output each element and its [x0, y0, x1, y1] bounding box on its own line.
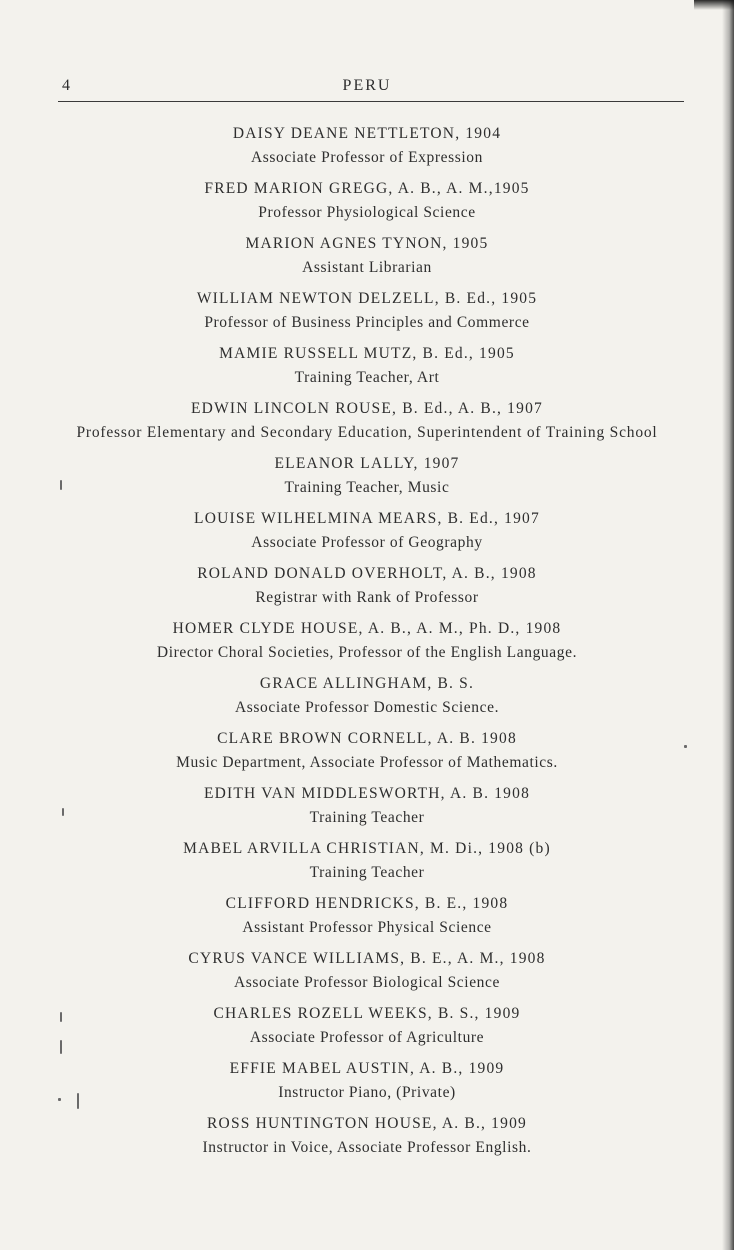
faculty-name: ELEANOR LALLY, 1907	[274, 455, 460, 472]
faculty-name: FRED MARION GREGG, A. B., A. M.,1905	[204, 180, 530, 197]
faculty-name: EFFIE MABEL AUSTIN, A. B., 1909	[229, 1060, 505, 1077]
faculty-entry	[0, 782, 734, 830]
scan-speck	[77, 1093, 79, 1109]
faculty-name: LOUISE WILHELMINA MEARS, B. Ed., 1907	[194, 510, 540, 527]
faculty-title: Registrar with Rank of Professor	[255, 589, 479, 606]
faculty-name: DAISY DEANE NETTLETON, 1904	[232, 125, 502, 142]
faculty-entry	[0, 342, 734, 390]
scan-speck	[58, 1098, 61, 1101]
faculty-entry	[0, 947, 734, 995]
faculty-entry	[0, 562, 734, 610]
faculty-name: WILLIAM NEWTON DELZELL, B. Ed., 1905	[196, 290, 538, 307]
faculty-title: Professor Elementary and Secondary Education, Superintendent of Training School	[76, 424, 658, 441]
faculty-entry	[0, 1112, 734, 1160]
faculty-entry	[0, 1057, 734, 1105]
scan-speck	[60, 1012, 62, 1022]
faculty-title: Instructor in Voice, Associate Professor English.	[202, 1139, 532, 1156]
scan-speck	[60, 480, 62, 490]
faculty-title: Music Department, Associate Professor of Mathematics.	[176, 754, 558, 771]
faculty-title: Training Teacher	[309, 809, 425, 826]
faculty-list	[0, 122, 734, 1167]
faculty-title: Assistant Professor Physical Science	[242, 919, 492, 936]
faculty-title: Director Choral Societies, Professor of the English Language.	[156, 644, 578, 661]
faculty-name: MARION AGNES TYNON, 1905	[245, 235, 489, 252]
faculty-title: Instructor Piano, (Private)	[278, 1084, 456, 1101]
faculty-entry	[0, 837, 734, 885]
faculty-title: Assistant Librarian	[302, 259, 432, 276]
faculty-entry	[0, 672, 734, 720]
faculty-entry	[0, 177, 734, 225]
faculty-name: GRACE ALLINGHAM, B. S.	[259, 675, 475, 692]
faculty-entry	[0, 1002, 734, 1050]
faculty-entry	[0, 892, 734, 940]
faculty-title: Training Teacher	[309, 864, 425, 881]
faculty-title: Associate Professor of Agriculture	[249, 1029, 485, 1046]
faculty-entry	[0, 727, 734, 775]
page-number: 4	[62, 77, 71, 94]
faculty-entry	[0, 122, 734, 170]
faculty-name: EDITH VAN MIDDLESWORTH, A. B. 1908	[203, 785, 531, 802]
faculty-title: Associate Professor of Geography	[251, 534, 483, 551]
scan-speck	[684, 745, 687, 748]
scan-speck	[62, 808, 64, 816]
faculty-entry	[0, 617, 734, 665]
faculty-title: Professor of Business Principles and Commerce	[204, 314, 530, 331]
faculty-name: MAMIE RUSSELL MUTZ, B. Ed., 1905	[219, 345, 515, 362]
faculty-title: Professor Physiological Science	[258, 204, 476, 221]
faculty-entry	[0, 507, 734, 555]
faculty-title: Associate Professor Biological Science	[233, 974, 500, 991]
scan-speck	[60, 1040, 62, 1054]
faculty-title: Training Teacher, Music	[284, 479, 450, 496]
faculty-entry	[0, 397, 734, 445]
faculty-name: MABEL ARVILLA CHRISTIAN, M. Di., 1908 (b)	[183, 840, 551, 857]
faculty-title: Associate Professor Domestic Science.	[234, 699, 500, 716]
faculty-name: CYRUS VANCE WILLIAMS, B. E., A. M., 1908	[188, 950, 546, 967]
faculty-title: Training Teacher, Art	[294, 369, 440, 386]
faculty-name: ROSS HUNTINGTON HOUSE, A. B., 1909	[207, 1115, 527, 1132]
faculty-name: ROLAND DONALD OVERHOLT, A. B., 1908	[197, 565, 537, 582]
faculty-name: HOMER CLYDE HOUSE, A. B., A. M., Ph. D., 1908	[172, 620, 562, 637]
running-title: PERU	[342, 77, 392, 94]
page-corner-shadow	[694, 0, 734, 10]
faculty-entry	[0, 287, 734, 335]
faculty-title: Associate Professor of Expression	[250, 149, 484, 166]
header-rule	[58, 101, 684, 102]
faculty-entry	[0, 232, 734, 280]
faculty-entry	[0, 452, 734, 500]
faculty-name: CLIFFORD HENDRICKS, B. E., 1908	[225, 895, 509, 912]
faculty-name: EDWIN LINCOLN ROUSE, B. Ed., A. B., 1907	[191, 400, 543, 417]
faculty-name: CLARE BROWN CORNELL, A. B. 1908	[217, 730, 517, 747]
faculty-name: CHARLES ROZELL WEEKS, B. S., 1909	[213, 1005, 521, 1022]
